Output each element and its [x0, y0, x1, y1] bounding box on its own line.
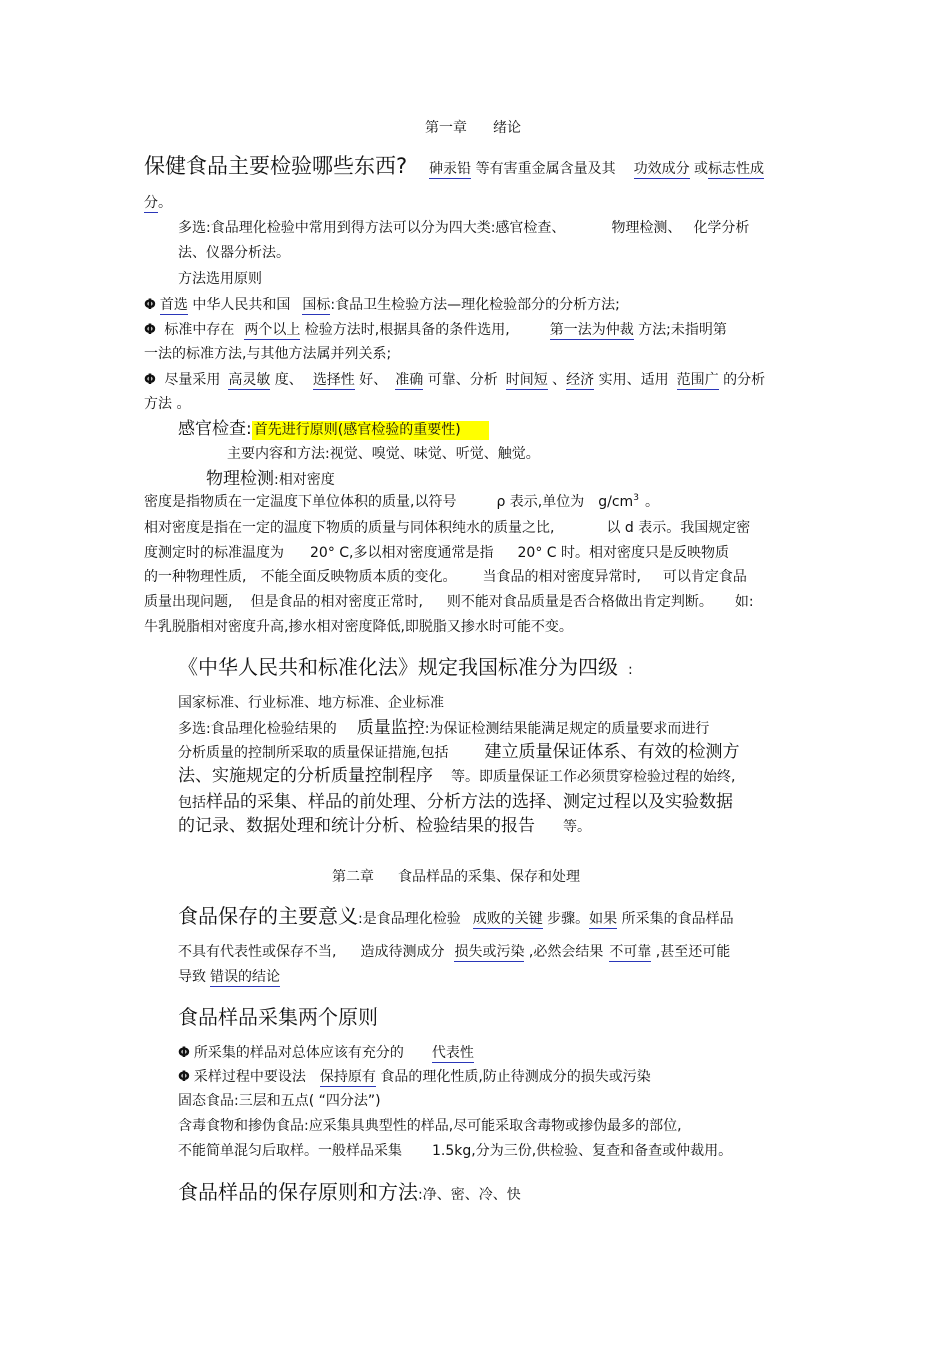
qc-line-1: 多选:食品理化检验结果的 质量监控:为保证检测结果能满足规定的质量要求而进行: [178, 718, 710, 738]
principle-item-1: Φ 首选 中华人民共和国 国标:食品卫生检验方法—理化检验部分的分析方法;: [144, 297, 620, 313]
multi-choice-methods-line2: 法、仪器分析法。: [178, 245, 290, 261]
density-line-6: 牛乳脱脂相对密度升高,掺水相对密度降低,即脱脂又掺水时可能不变。: [144, 619, 573, 635]
phi-bullet-icon: Φ: [144, 372, 156, 388]
principle-item-3: Φ 尽量采用 高灵敏 度、 选择性 好、 准确 可靠、分析 时间短 、经济 实用、适用 范围广 的分析: [144, 372, 766, 388]
method-principle-title: 方法选用原则: [178, 271, 262, 287]
density-line-4: 的一种物理性质, 不能全面反映物质本质的变化。 当食品的相对密度异常时, 可以肯定食品: [144, 569, 747, 585]
functional-components-term: 功效成分: [633, 161, 690, 177]
qc-line-2: 分析质量的控制所采取的质量保证措施,包括 建立质量保证体系、有效的检测方: [178, 742, 740, 762]
chapter-2-number: 第二章: [332, 869, 374, 885]
toxic-food-sampling-2: 不能简单混匀后取样。一般样品采集 1.5kg,分为三份,供检验、复查和备查或仲裁用。: [178, 1143, 733, 1159]
qc-line-3: 法、实施规定的分析质量控制程序 等。即质量保证工作必须贯穿检验过程的始终,: [178, 766, 736, 786]
question-health-food: 保健食品主要检验哪些东西? 砷汞铅 等有害重金属含量及其 功效成分 或标志性成: [144, 154, 765, 178]
question-health-food-tail: 分。: [144, 195, 172, 211]
highlighted-principle: 首先进行原则(感官检验的重要性): [252, 421, 489, 440]
density-line-5: 质量出现问题, 但是食品的相对密度正常时, 则不能对食品质量是否合格做出肯定判断。 如:: [144, 594, 754, 610]
solid-food-sampling: 固态食品:三层和五点( “四分法”): [178, 1093, 381, 1109]
marker-components-term: 标志性成: [708, 161, 765, 177]
sampling-principle-2: Φ 采样过程中要设法 保持原有 食品的理化性质,防止待测成分的损失或污染: [178, 1069, 651, 1085]
standard-levels: 国家标准、行业标准、地方标准、企业标准: [178, 695, 444, 711]
physical-section: 物理检测:相对密度: [206, 469, 335, 489]
phi-bullet-icon: Φ: [178, 1045, 190, 1061]
keep-significance-line-1: 食品保存的主要意义:是食品理化检验 成败的关键 步骤。如果 所采集的食品样品: [178, 904, 734, 928]
density-line-2: 相对密度是指在一定的温度下物质的质量与同体积纯水的质量之比, 以 d 表示。我国规定密: [144, 520, 751, 536]
phi-bullet-icon: Φ: [144, 322, 156, 338]
sensory-section: [178, 419, 489, 439]
chapter-2-heading: [332, 869, 580, 886]
chapter-1-number: 第一章: [425, 120, 467, 136]
chapter-1-title: 绪论: [493, 120, 521, 136]
phi-bullet-icon: Φ: [144, 297, 156, 313]
multi-choice-methods-line1: 多选:食品理化检验中常用到得方法可以分为四大类:感官检查、 物理检测、 化学分析: [178, 220, 750, 236]
toxic-food-sampling-1: 含毒食物和掺伪食品:应采集具典型性的样品,尽可能采取含毒物或掺伪最多的部位,: [178, 1118, 682, 1134]
quality-control-term: 质量监控: [356, 718, 425, 738]
keep-significance-line-2: 不具有代表性或保存不当, 造成待测成分 损失或污染 ,必然会结果 不可靠 ,甚至还可能: [178, 944, 731, 960]
question-health-food-title: 保健食品主要检验哪些东西?: [144, 154, 408, 178]
sampling-principle-1: Φ 所采集的样品对总体应该有充分的 代表性: [178, 1045, 474, 1061]
chapter-2-title: 食品样品的采集、保存和处理: [398, 869, 580, 885]
phi-bullet-icon: Φ: [178, 1069, 190, 1085]
standardization-law: 《中华人民共和标准化法》规定我国标准分为四级 :: [178, 655, 633, 679]
keep-significance-title: 食品保存的主要意义: [178, 904, 358, 928]
density-line-3: 度测定时的标准温度为 20° C,多以相对密度通常是指 20° C 时。相对密度只是反映物质: [144, 545, 729, 561]
density-line-1: 密度是指物质在一定温度下单位体积的质量,以符号 ρ 表示,单位为 $g/cm^3$ 。: [144, 493, 659, 510]
storage-principles: 食品样品的保存原则和方法:净、密、冷、快: [178, 1180, 521, 1204]
chapter-1-heading: [425, 120, 521, 137]
storage-principles-title: 食品样品的保存原则和方法: [178, 1180, 418, 1204]
physical-title: 物理检测: [206, 469, 274, 489]
keep-significance-line-3: 导致 错误的结论: [178, 969, 280, 985]
sensory-title: 感官检查:: [178, 419, 252, 439]
sensory-content: 主要内容和方法:视觉、嗅觉、味觉、听觉、触觉。: [227, 446, 540, 462]
standardization-law-title: 《中华人民共和标准化法》规定我国标准分为四级: [178, 655, 618, 679]
sampling-principles-title: 食品样品采集两个原则: [178, 1005, 378, 1029]
principle-item-3-cont: 方法 。: [144, 396, 191, 412]
qc-line-4: 包括样品的采集、样品的前处理、分析方法的选择、测定过程以及实验数据: [178, 792, 733, 812]
principle-item-2-cont: 一法的标准方法,与其他方法属并列关系;: [144, 346, 392, 362]
heavy-metals-term: 砷汞铅: [429, 161, 472, 177]
qc-line-5: 的记录、数据处理和统计分析、检验结果的报告 等。: [178, 816, 591, 836]
principle-item-2: Φ 标准中存在 两个以上 检验方法时,根据具备的条件选用, 第一法为仲裁 方法;未指明第: [144, 322, 727, 338]
